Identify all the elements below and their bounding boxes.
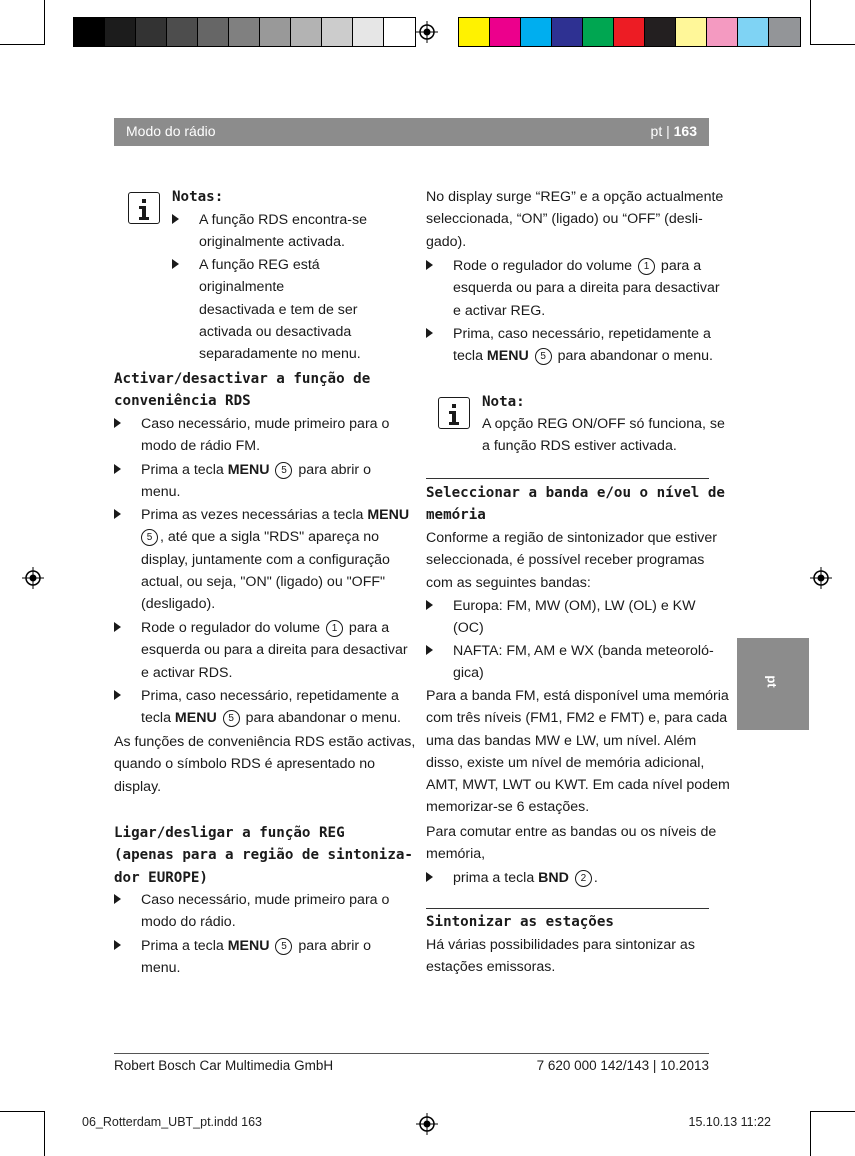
registration-mark-icon bbox=[810, 567, 832, 589]
band-intro: Conforme a região de sintonizador que estiver seleccionada, é possível receber programas com as seguintes bandas: bbox=[426, 530, 718, 591]
key-number: 5 bbox=[141, 529, 158, 546]
gray-swatch bbox=[384, 18, 415, 46]
footer-company: Robert Bosch Car Multimedia GmbH bbox=[114, 1058, 334, 1073]
gray-swatch bbox=[322, 18, 353, 46]
gray-swatch bbox=[74, 18, 105, 46]
color-swatch bbox=[490, 18, 521, 46]
footer-rule bbox=[114, 1053, 709, 1054]
note-text: A opção REG ON/OFF só funciona, se a função RDS estiver activada. bbox=[482, 416, 725, 455]
color-swatch bbox=[459, 18, 490, 46]
reg-display-paragraph: No display surge “REG” e a opção actualmente seleccionada, “ON” (ligado) ou “OFF” (desli- gado). bbox=[426, 189, 724, 250]
band-paragraph: Para comutar entre as bandas ou os níveis de memória, bbox=[426, 824, 717, 863]
color-swatch bbox=[738, 18, 769, 46]
color-swatch bbox=[614, 18, 645, 46]
color-swatch bbox=[552, 18, 583, 46]
gray-swatch bbox=[291, 18, 322, 46]
color-swatch bbox=[645, 18, 676, 46]
color-calibration-bar bbox=[458, 17, 801, 47]
slug-date: 15.10.13 11:22 bbox=[688, 1115, 771, 1129]
reg-heading: Ligar/desligar a função REG (apenas para a região de sintoniza- dor EUROPE) bbox=[114, 825, 413, 886]
color-swatch bbox=[521, 18, 552, 46]
key-number: 5 bbox=[223, 710, 240, 727]
band-heading: Seleccionar a banda e/ou o nível de memória bbox=[426, 485, 725, 524]
color-swatch bbox=[769, 18, 800, 46]
gray-swatch bbox=[105, 18, 136, 46]
notes-title: Notas: bbox=[172, 189, 224, 205]
gray-swatch bbox=[353, 18, 384, 46]
crop-mark bbox=[810, 44, 855, 45]
language-side-tab bbox=[737, 638, 809, 730]
page-header bbox=[114, 118, 709, 146]
key-number: 5 bbox=[275, 938, 292, 955]
rds-paragraph: As funções de conveniência RDS estão activas, quando o símbolo RDS é apresentado no display. bbox=[114, 734, 416, 795]
gray-swatch bbox=[167, 18, 198, 46]
crop-mark bbox=[810, 1111, 811, 1156]
crop-mark bbox=[0, 1111, 45, 1112]
key-number: 2 bbox=[575, 870, 592, 887]
footer-docnumber: 7 620 000 142/143 | 10.2013 bbox=[536, 1058, 709, 1073]
crop-mark bbox=[810, 0, 811, 45]
color-swatch bbox=[583, 18, 614, 46]
gray-calibration-bar bbox=[73, 17, 416, 47]
crop-mark bbox=[810, 1111, 855, 1112]
key-number: 1 bbox=[638, 258, 655, 275]
color-swatch bbox=[676, 18, 707, 46]
section-divider bbox=[426, 478, 709, 479]
registration-mark-icon bbox=[22, 567, 44, 589]
gray-swatch bbox=[260, 18, 291, 46]
info-icon bbox=[128, 192, 160, 224]
crop-mark bbox=[0, 44, 45, 45]
gray-swatch bbox=[198, 18, 229, 46]
crop-mark bbox=[44, 1111, 45, 1156]
tune-heading: Sintonizar as estações bbox=[426, 914, 614, 930]
band-paragraph: Para a banda FM, está disponível uma memória com três níveis (FM1, FM2 e FMT) e, para cada uma das bandas MW e LW, um nível. Além disso, existe um nível de memória adicional, AMT, MWT, LWT ou KWT. Em cada nível podem memorizar-se 6 estações. bbox=[426, 688, 730, 816]
section-divider bbox=[426, 908, 709, 909]
registration-mark-icon bbox=[416, 21, 438, 43]
registration-mark-icon bbox=[416, 1113, 438, 1135]
page-number: pt | 163 bbox=[650, 123, 697, 139]
rds-heading: Activar/desactivar a função de conveniência RDS bbox=[114, 371, 371, 410]
gray-swatch bbox=[229, 18, 260, 46]
info-icon bbox=[438, 397, 470, 429]
note-title: Nota: bbox=[482, 394, 525, 410]
key-number: 1 bbox=[326, 620, 343, 637]
tune-paragraph: Há várias possibilidades para sintonizar as estações emissoras. bbox=[426, 937, 695, 976]
key-number: 5 bbox=[275, 462, 292, 479]
slug-filename: 06_Rotterdam_UBT_pt.indd 163 bbox=[82, 1115, 262, 1129]
key-number: 5 bbox=[535, 348, 552, 365]
color-swatch bbox=[707, 18, 738, 46]
crop-mark bbox=[44, 0, 45, 45]
section-title: Modo do rádio bbox=[126, 123, 216, 139]
gray-swatch bbox=[136, 18, 167, 46]
language-tab-label: pt bbox=[764, 675, 780, 688]
